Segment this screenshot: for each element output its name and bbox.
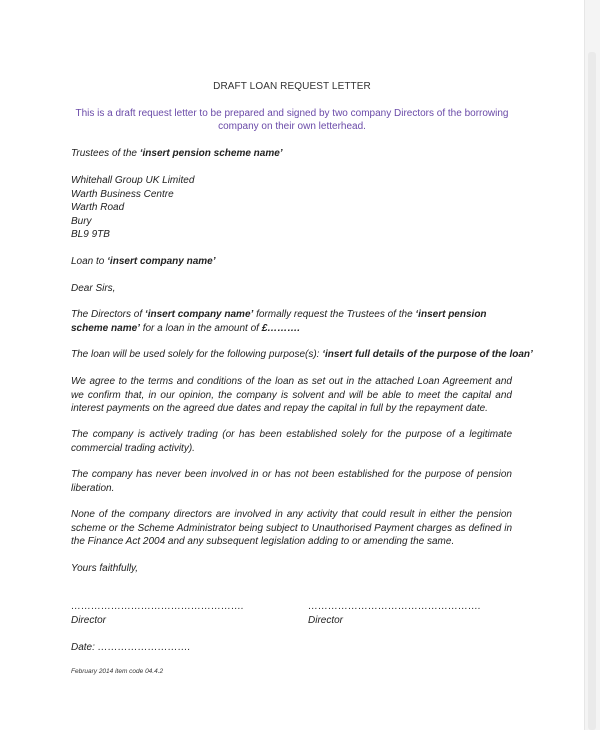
signature-line-1: ……………………………………………. (71, 601, 244, 612)
instruction-line-2: company on their own letterhead. (218, 121, 366, 132)
p1-company-placeholder: ‘insert company name’ (144, 309, 254, 320)
signature-line-2: ……………………………………………. (308, 601, 481, 612)
vertical-scrollbar[interactable] (584, 0, 600, 730)
salutation: Dear Sirs, (71, 283, 116, 294)
closing: Yours faithfully, (71, 563, 139, 574)
solvency-paragraph: We agree to the terms and conditions of the loan as set out in the attached Loan Agreement and we confirm that, in our opinion, the company is solvent and will be able to meet the capital and interest payments on the agreed due dates and repay the capital in full by the repayment date. (71, 376, 512, 414)
draft-instruction-note (70, 107, 514, 133)
p1-scheme-placeholder: ‘insert pension scheme name’ (71, 309, 487, 334)
p1-text-c: for a loan in the amount of (139, 322, 262, 334)
date-line: Date: ………………………. (71, 642, 191, 653)
addressee-line (71, 147, 283, 161)
footer-item-code: February 2014 item code 04.4.2 (71, 668, 164, 675)
company-name-placeholder: ‘insert company name’ (107, 256, 216, 267)
pension-liberation-paragraph: The company has never been involved in or has not been established for the purpose of pension liberation. (71, 469, 512, 494)
request-paragraph (71, 308, 512, 335)
address-line-3: Warth Road (71, 202, 125, 213)
pension-scheme-placeholder: ‘insert pension scheme name’ (139, 148, 283, 159)
loan-to-line (71, 255, 216, 269)
address-line-5: BL9 9TB (71, 229, 110, 240)
trustees-prefix: Trustees of the (71, 148, 140, 159)
instruction-line-1: This is a draft request letter to be prepared and signed by two company Directors of the borrowing (75, 108, 509, 119)
p1-amount: £………. (261, 322, 301, 334)
address-line-2: Warth Business Centre (71, 188, 174, 200)
p2-text-a: The loan will be used solely for the following purpose(s): (71, 349, 323, 360)
director-label-1: Director (71, 615, 107, 626)
purpose-placeholder: ‘insert full details of the purpose of the loan’ (322, 349, 533, 360)
address-line-1: Whitehall Group UK Limited (71, 175, 195, 186)
p1-text-b: formally request the Trustees of the (253, 309, 416, 320)
director-label-2: Director (308, 615, 344, 626)
directors-activity-paragraph: None of the company directors are involved in any activity that could result in either the pension scheme or the Scheme Administrator being subject to Unauthorised Payment charges as defined in the Finance Act 2004 and any subsequent legislation adding to or amending the same. (71, 509, 512, 547)
purpose-paragraph (71, 348, 533, 362)
p1-text-a: The Directors of (71, 309, 145, 320)
scrollbar-thumb[interactable] (588, 52, 596, 730)
document-title: DRAFT LOAN REQUEST LETTER (213, 81, 371, 92)
loan-to-prefix: Loan to (71, 256, 108, 267)
address-line-4: Bury (71, 215, 92, 227)
trading-paragraph: The company is actively trading (or has been established solely for the purpose of a legitimate commercial trading activity). (71, 429, 512, 454)
